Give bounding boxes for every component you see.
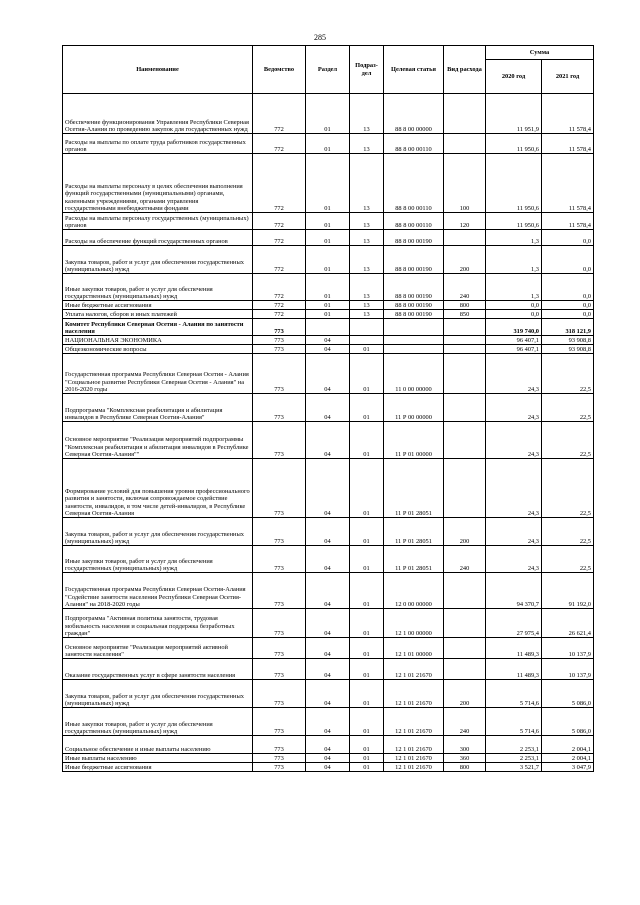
row-expense-type-cell: 200 — [444, 680, 486, 708]
row-target-item-cell: 12 0 00 00000 — [384, 573, 444, 609]
row-subsection-cell: 01 — [350, 609, 384, 638]
table-row — [63, 754, 594, 763]
row-expense-type-cell: 200 — [444, 246, 486, 274]
row-expense-type-cell: 240 — [444, 274, 486, 301]
row-expense-type-cell: 240 — [444, 546, 486, 573]
row-sum-2020-cell: 0,0 — [486, 310, 542, 319]
row-sum-2021-cell: 22,5 — [542, 518, 594, 546]
row-name-cell: Основное мероприятие "Реализация мероприятий активной занятости населения" — [63, 638, 253, 659]
row-target-item-cell: 11 Р 01 28051 — [384, 459, 444, 518]
row-section-cell: 04 — [306, 680, 350, 708]
row-expense-type-cell — [444, 94, 486, 134]
row-sum-2020-cell: 11 950,6 — [486, 134, 542, 154]
header-target-item: Целевая статья — [384, 46, 444, 94]
row-sum-2020-cell: 24,3 — [486, 518, 542, 546]
row-ministry-cell: 772 — [253, 134, 306, 154]
row-name-cell: Иные выплаты населению — [63, 754, 253, 763]
table-row — [63, 546, 594, 573]
row-expense-type-cell — [444, 345, 486, 354]
row-expense-type-cell — [444, 336, 486, 345]
row-sum-2020-cell: 96 407,1 — [486, 336, 542, 345]
row-expense-type-cell — [444, 609, 486, 638]
row-target-item-cell: 88 8 00 00190 — [384, 246, 444, 274]
row-ministry-cell: 772 — [253, 310, 306, 319]
header-expense-type: Вид расхода — [444, 46, 486, 94]
table-row — [63, 659, 594, 680]
row-target-item-cell — [384, 345, 444, 354]
row-sum-2020-cell: 319 740,0 — [486, 319, 542, 336]
row-name-cell: Комитет Республики Северная Осетия - Алания по занятости населения — [63, 319, 253, 336]
row-subsection-cell: 13 — [350, 246, 384, 274]
row-subsection-cell: 13 — [350, 134, 384, 154]
row-subsection-cell: 01 — [350, 736, 384, 754]
row-sum-2020-cell: 1,3 — [486, 274, 542, 301]
row-sum-2021-cell: 22,5 — [542, 459, 594, 518]
row-expense-type-cell — [444, 638, 486, 659]
row-name-cell: Государственная программа Республики Северная Осетия-Алания "Содействие занятости населения Республики Северная Осетия-Алания" на 2018-2020 годы — [63, 573, 253, 609]
row-sum-2020-cell: 0,0 — [486, 301, 542, 310]
row-expense-type-cell — [444, 134, 486, 154]
row-target-item-cell: 12 1 01 21670 — [384, 659, 444, 680]
row-ministry-cell: 773 — [253, 708, 306, 736]
row-expense-type-cell: 800 — [444, 301, 486, 310]
row-ministry-cell: 772 — [253, 246, 306, 274]
row-subsection-cell: 13 — [350, 301, 384, 310]
row-ministry-cell: 773 — [253, 763, 306, 772]
row-sum-2020-cell: 3 521,7 — [486, 763, 542, 772]
row-sum-2020-cell: 2 253,1 — [486, 754, 542, 763]
row-expense-type-cell: 200 — [444, 518, 486, 546]
row-target-item-cell: 12 1 01 21670 — [384, 680, 444, 708]
row-sum-2021-cell: 0,0 — [542, 246, 594, 274]
table-row — [63, 736, 594, 754]
row-name-cell: Иные закупки товаров, работ и услуг для обеспечения государственных (муниципальных) нужд — [63, 274, 253, 301]
row-name-cell: Закупка товаров, работ и услуг для обеспечения государственных (муниципальных) нужд — [63, 518, 253, 546]
table-row — [63, 394, 594, 422]
page-number: 285 — [314, 33, 326, 42]
row-target-item-cell: 11 Р 01 28051 — [384, 546, 444, 573]
row-name-cell: Подпрограмма "Комплексная реабилитация и абилитация инвалидов в Республике Северная Осетия-Алания" — [63, 394, 253, 422]
row-section-cell: 04 — [306, 573, 350, 609]
row-subsection-cell: 01 — [350, 659, 384, 680]
row-sum-2020-cell: 1,3 — [486, 230, 542, 246]
row-section-cell: 04 — [306, 336, 350, 345]
row-sum-2020-cell: 24,3 — [486, 546, 542, 573]
row-section-cell: 04 — [306, 736, 350, 754]
table-row — [63, 763, 594, 772]
row-sum-2021-cell: 0,0 — [542, 230, 594, 246]
row-target-item-cell: 12 1 01 21670 — [384, 763, 444, 772]
row-sum-2020-cell: 11 950,6 — [486, 154, 542, 213]
row-sum-2020-cell: 11 951,9 — [486, 94, 542, 134]
row-sum-2021-cell: 22,5 — [542, 354, 594, 394]
row-subsection-cell: 13 — [350, 274, 384, 301]
row-sum-2020-cell: 27 975,4 — [486, 609, 542, 638]
row-section-cell: 04 — [306, 708, 350, 736]
row-subsection-cell: 01 — [350, 763, 384, 772]
row-expense-type-cell — [444, 659, 486, 680]
row-ministry-cell: 773 — [253, 518, 306, 546]
row-sum-2020-cell: 2 253,1 — [486, 736, 542, 754]
row-ministry-cell: 773 — [253, 680, 306, 708]
row-sum-2021-cell: 5 086,0 — [542, 708, 594, 736]
header-ministry: Ведомство — [253, 46, 306, 94]
row-sum-2021-cell: 26 621,4 — [542, 609, 594, 638]
row-section-cell: 04 — [306, 422, 350, 459]
row-name-cell: Иные бюджетные ассигнования — [63, 763, 253, 772]
row-subsection-cell: 01 — [350, 708, 384, 736]
header-year-2021: 2021 год — [542, 60, 594, 94]
row-section-cell: 04 — [306, 459, 350, 518]
row-target-item-cell — [384, 336, 444, 345]
row-section-cell: 01 — [306, 154, 350, 213]
row-section-cell: 01 — [306, 94, 350, 134]
row-subsection-cell: 01 — [350, 754, 384, 763]
row-section-cell: 04 — [306, 659, 350, 680]
row-sum-2021-cell: 3 047,9 — [542, 763, 594, 772]
row-subsection-cell: 13 — [350, 154, 384, 213]
row-name-cell: Расходы на выплаты персоналу в целях обеспечения выполнения функций государственными (муниципальными) органами, казенными учреждениями, органами управления государственными внебюджетными фондами — [63, 154, 253, 213]
row-subsection-cell: 01 — [350, 422, 384, 459]
row-sum-2021-cell: 318 121,9 — [542, 319, 594, 336]
row-ministry-cell: 773 — [253, 754, 306, 763]
row-section-cell: 04 — [306, 394, 350, 422]
table-row — [63, 301, 594, 310]
row-name-cell: Обеспечение функционирования Управления Республики Северная Осетия-Алания по проведению закупок для государственных нужд — [63, 94, 253, 134]
row-sum-2020-cell: 24,3 — [486, 422, 542, 459]
row-expense-type-cell — [444, 394, 486, 422]
row-name-cell: Основное мероприятие "Реализация мероприятий подпрограммы "Комплексная реабилитация и абилитация инвалидов в Республике Северная Осетия-Алания"" — [63, 422, 253, 459]
row-target-item-cell: 88 8 00 00190 — [384, 301, 444, 310]
row-target-item-cell: 88 8 00 00110 — [384, 154, 444, 213]
row-subsection-cell: 01 — [350, 680, 384, 708]
header-year-2020: 2020 год — [486, 60, 542, 94]
row-target-item-cell: 88 8 00 00000 — [384, 94, 444, 134]
row-target-item-cell: 12 1 01 21670 — [384, 708, 444, 736]
table-row — [63, 638, 594, 659]
row-ministry-cell: 772 — [253, 94, 306, 134]
row-ministry-cell: 773 — [253, 659, 306, 680]
row-subsection-cell: 01 — [350, 354, 384, 394]
table-row — [63, 246, 594, 274]
row-section-cell: 04 — [306, 354, 350, 394]
table-row — [63, 274, 594, 301]
row-section-cell: 04 — [306, 754, 350, 763]
row-section-cell: 01 — [306, 301, 350, 310]
row-section-cell: 04 — [306, 345, 350, 354]
table-row — [63, 154, 594, 213]
row-sum-2020-cell: 24,3 — [486, 354, 542, 394]
row-ministry-cell: 773 — [253, 736, 306, 754]
row-target-item-cell — [384, 319, 444, 336]
row-sum-2020-cell: 94 370,7 — [486, 573, 542, 609]
row-sum-2020-cell: 24,3 — [486, 394, 542, 422]
row-name-cell: Социальное обеспечение и иные выплаты населению — [63, 736, 253, 754]
row-ministry-cell: 773 — [253, 573, 306, 609]
row-sum-2020-cell: 11 950,6 — [486, 213, 542, 230]
row-section-cell: 04 — [306, 609, 350, 638]
row-name-cell: Формирование условий для повышения уровня профессионального развития и занятости, включая сопровождаемое содействие занятости, инвалидов, в том числе детей-инвалидов, в Республике Северная Осетия-Алания — [63, 459, 253, 518]
row-name-cell: Иные бюджетные ассигнования — [63, 301, 253, 310]
row-section-cell: 04 — [306, 518, 350, 546]
row-target-item-cell: 12 1 01 21670 — [384, 736, 444, 754]
row-name-cell: Общеэкономические вопросы — [63, 345, 253, 354]
row-sum-2021-cell: 10 137,9 — [542, 638, 594, 659]
row-sum-2021-cell: 93 908,8 — [542, 345, 594, 354]
row-section-cell: 04 — [306, 638, 350, 659]
header-name: Наименование — [63, 46, 253, 94]
row-ministry-cell: 772 — [253, 230, 306, 246]
header-sum: Сумма — [486, 46, 594, 60]
row-sum-2020-cell: 11 489,3 — [486, 638, 542, 659]
row-ministry-cell: 772 — [253, 301, 306, 310]
row-section-cell: 01 — [306, 274, 350, 301]
row-expense-type-cell — [444, 354, 486, 394]
row-expense-type-cell — [444, 230, 486, 246]
table-row — [63, 213, 594, 230]
row-subsection-cell: 01 — [350, 518, 384, 546]
row-section-cell: 01 — [306, 310, 350, 319]
row-expense-type-cell — [444, 573, 486, 609]
table-row — [63, 422, 594, 459]
row-sum-2021-cell: 22,5 — [542, 422, 594, 459]
row-expense-type-cell: 240 — [444, 708, 486, 736]
row-subsection-cell: 01 — [350, 638, 384, 659]
table-row — [63, 336, 594, 345]
row-expense-type-cell: 360 — [444, 754, 486, 763]
row-sum-2021-cell: 2 004,1 — [542, 736, 594, 754]
row-sum-2021-cell: 11 578,4 — [542, 154, 594, 213]
row-name-cell: НАЦИОНАЛЬНАЯ ЭКОНОМИКА — [63, 336, 253, 345]
row-ministry-cell: 773 — [253, 609, 306, 638]
row-sum-2021-cell: 93 908,8 — [542, 336, 594, 345]
table-row — [63, 345, 594, 354]
row-subsection-cell: 01 — [350, 459, 384, 518]
row-target-item-cell: 88 8 00 00190 — [384, 310, 444, 319]
row-subsection-cell: 01 — [350, 573, 384, 609]
row-target-item-cell: 88 8 00 00190 — [384, 230, 444, 246]
table-row — [63, 354, 594, 394]
row-section-cell: 01 — [306, 134, 350, 154]
table-row — [63, 94, 594, 134]
row-subsection-cell: 13 — [350, 230, 384, 246]
row-section-cell: 01 — [306, 230, 350, 246]
row-target-item-cell: 88 8 00 00190 — [384, 274, 444, 301]
row-target-item-cell: 12 1 01 00000 — [384, 638, 444, 659]
row-sum-2021-cell: 5 086,0 — [542, 680, 594, 708]
row-target-item-cell: 88 8 00 00110 — [384, 213, 444, 230]
row-ministry-cell: 773 — [253, 336, 306, 345]
table-row — [63, 573, 594, 609]
row-sum-2021-cell: 0,0 — [542, 274, 594, 301]
row-sum-2021-cell: 2 004,1 — [542, 754, 594, 763]
row-expense-type-cell: 850 — [444, 310, 486, 319]
row-ministry-cell: 772 — [253, 213, 306, 230]
row-target-item-cell: 11 Р 01 28051 — [384, 518, 444, 546]
row-sum-2020-cell: 11 489,3 — [486, 659, 542, 680]
row-sum-2020-cell: 5 714,6 — [486, 680, 542, 708]
row-ministry-cell: 773 — [253, 422, 306, 459]
row-sum-2021-cell: 0,0 — [542, 310, 594, 319]
row-name-cell: Иные закупки товаров, работ и услуг для обеспечения государственных (муниципальных) нужд — [63, 708, 253, 736]
row-sum-2020-cell: 24,3 — [486, 459, 542, 518]
row-name-cell: Расходы на обеспечение функций государственных органов — [63, 230, 253, 246]
table-row — [63, 319, 594, 336]
row-subsection-cell: 01 — [350, 394, 384, 422]
row-section-cell: 01 — [306, 246, 350, 274]
table-row — [63, 230, 594, 246]
row-sum-2021-cell: 22,5 — [542, 394, 594, 422]
row-sum-2021-cell: 10 137,9 — [542, 659, 594, 680]
row-target-item-cell: 88 8 00 00110 — [384, 134, 444, 154]
row-name-cell: Расходы на выплаты по оплате труда работников государственных органов — [63, 134, 253, 154]
row-ministry-cell: 773 — [253, 459, 306, 518]
table-row — [63, 680, 594, 708]
row-ministry-cell: 773 — [253, 319, 306, 336]
row-expense-type-cell: 300 — [444, 736, 486, 754]
row-target-item-cell: 11 Р 00 00000 — [384, 394, 444, 422]
header-subsection: Подраз-дел — [350, 46, 384, 94]
row-expense-type-cell: 120 — [444, 213, 486, 230]
row-subsection-cell — [350, 336, 384, 345]
row-name-cell: Расходы на выплаты персоналу государственных (муниципальных) органов — [63, 213, 253, 230]
row-sum-2021-cell: 11 578,4 — [542, 213, 594, 230]
row-target-item-cell: 12 1 01 21670 — [384, 754, 444, 763]
row-subsection-cell: 13 — [350, 94, 384, 134]
budget-table — [62, 45, 594, 772]
row-name-cell: Оказание государственных услуг в сфере занятости населения — [63, 659, 253, 680]
row-sum-2021-cell: 91 192,0 — [542, 573, 594, 609]
row-subsection-cell: 01 — [350, 546, 384, 573]
row-sum-2020-cell: 96 407,1 — [486, 345, 542, 354]
row-subsection-cell: 13 — [350, 213, 384, 230]
table-row — [63, 518, 594, 546]
row-expense-type-cell — [444, 422, 486, 459]
row-ministry-cell: 772 — [253, 154, 306, 213]
row-expense-type-cell — [444, 459, 486, 518]
row-subsection-cell: 13 — [350, 310, 384, 319]
header-section: Раздел — [306, 46, 350, 94]
row-sum-2021-cell: 0,0 — [542, 301, 594, 310]
row-section-cell — [306, 319, 350, 336]
row-ministry-cell: 773 — [253, 638, 306, 659]
row-target-item-cell: 12 1 00 00000 — [384, 609, 444, 638]
row-ministry-cell: 773 — [253, 546, 306, 573]
table-row — [63, 609, 594, 638]
row-target-item-cell: 11 0 00 00000 — [384, 354, 444, 394]
row-ministry-cell: 773 — [253, 354, 306, 394]
row-sum-2021-cell: 22,5 — [542, 546, 594, 573]
row-section-cell: 01 — [306, 213, 350, 230]
table-body — [63, 94, 594, 772]
row-name-cell: Иные закупки товаров, работ и услуг для обеспечения государственных (муниципальных) нужд — [63, 546, 253, 573]
row-section-cell: 04 — [306, 763, 350, 772]
row-target-item-cell: 11 Р 01 00000 — [384, 422, 444, 459]
row-sum-2020-cell: 1,3 — [486, 246, 542, 274]
row-subsection-cell — [350, 319, 384, 336]
row-sum-2021-cell: 11 578,4 — [542, 94, 594, 134]
row-section-cell: 04 — [306, 546, 350, 573]
row-sum-2020-cell: 5 714,6 — [486, 708, 542, 736]
table-row — [63, 459, 594, 518]
row-expense-type-cell: 100 — [444, 154, 486, 213]
row-name-cell: Подпрограмма "Активная политика занятости, трудовая мобильность населения и социальная поддержка безработных граждан" — [63, 609, 253, 638]
row-expense-type-cell — [444, 319, 486, 336]
row-ministry-cell: 772 — [253, 274, 306, 301]
row-name-cell: Закупка товаров, работ и услуг для обеспечения государственных (муниципальных) нужд — [63, 680, 253, 708]
table-row — [63, 708, 594, 736]
row-sum-2021-cell: 11 578,4 — [542, 134, 594, 154]
row-name-cell: Уплата налогов, сборов и иных платежей — [63, 310, 253, 319]
row-ministry-cell: 773 — [253, 345, 306, 354]
row-ministry-cell: 773 — [253, 394, 306, 422]
row-expense-type-cell: 800 — [444, 763, 486, 772]
table-row — [63, 310, 594, 319]
row-name-cell: Государственная программа Республики Северная Осетия - Алания "Социальное развитие Республики Северная Осетия - Алания" на 2016-2020 годы — [63, 354, 253, 394]
row-name-cell: Закупка товаров, работ и услуг для обеспечения государственных (муниципальных) нужд — [63, 246, 253, 274]
row-subsection-cell: 01 — [350, 345, 384, 354]
table-row — [63, 134, 594, 154]
